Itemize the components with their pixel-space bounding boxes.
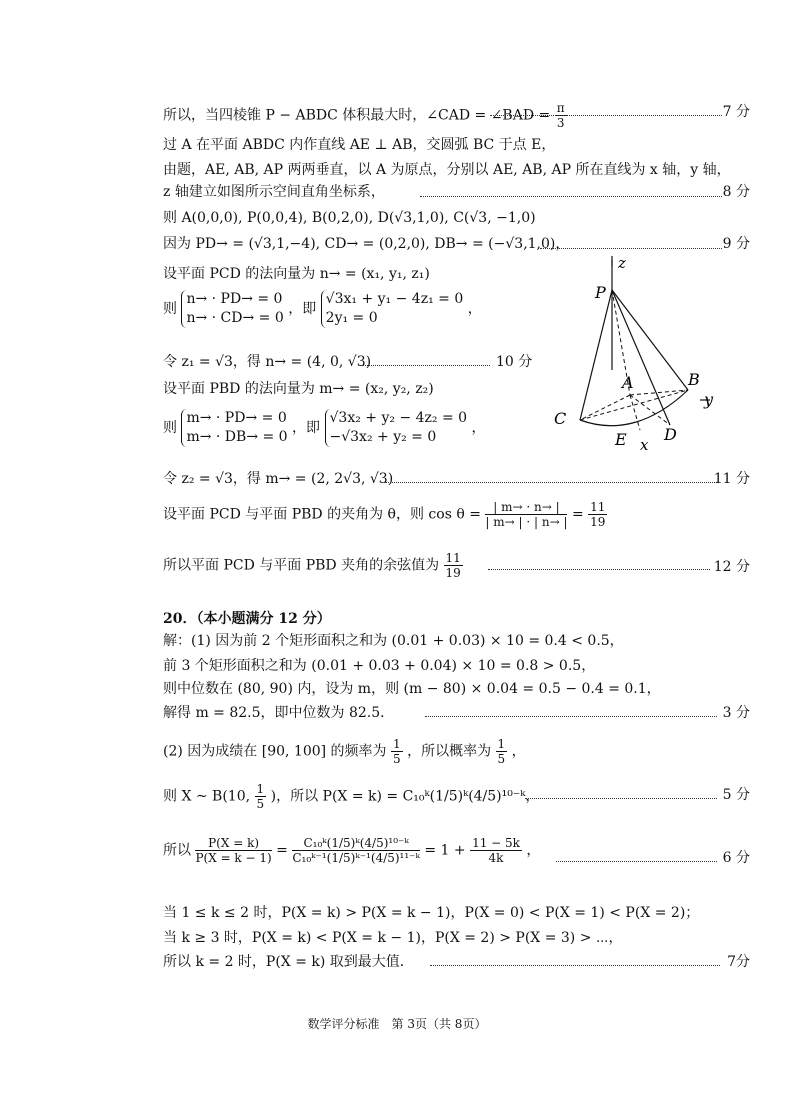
dot-leader — [488, 568, 710, 570]
dot-leader — [490, 114, 722, 116]
text-line-15: 则中位数在 (80, 90) 内，设为 m，则 (m − 80) × 0.04 = 0.5 − 0.4 = 0.1， — [163, 681, 661, 697]
text-line-8: 令 z₁ = √3，得 n→ = (4, 0, √3) — [163, 354, 372, 370]
fraction-cos-result: $\frac{11}{19}$ — [590, 500, 606, 529]
pyramid-figure — [540, 250, 740, 460]
text-line-22: 所以 k = 2 时，P(X = k) 取到最大值． — [163, 954, 414, 970]
label-x: x — [640, 436, 649, 454]
text-line-20: 当 1 ≤ k ≤ 2 时，P(X = k) > P(X = k − 1)，P(X = 0) < P(X = 1) < P(X = 2)； — [163, 905, 700, 921]
edge-AB — [630, 390, 688, 395]
text-line-14: 前 3 个矩形面积之和为 (0.01 + 0.03 + 0.04) × 10 = 0.8 > 0.5， — [163, 658, 596, 674]
score-label: 10 分 — [496, 354, 533, 370]
label-E: E — [615, 430, 627, 449]
text-line-4: z 轴建立如图所示空间直角坐标系， — [163, 184, 385, 200]
dot-leader — [525, 797, 717, 799]
edge-PD — [612, 290, 670, 425]
text-line-16: 解得 m = 82.5，即中位数为 82.5． — [163, 705, 395, 721]
text-line-10: 令 z₂ = √3，得 m→ = (2, 2√3, √3) — [163, 471, 394, 487]
text-line-3: 由题，AE, AB, AP 两两垂直，以 A 为原点，分别以 AE, AB, AP 所在直线为 x 轴，y 轴， — [163, 162, 731, 178]
dot-leader — [540, 247, 722, 249]
text-line-1: 所以，当四棱锥 P − ABDC 体积最大时，∠CAD = ∠BAD = $\frac{\pi}{3}$ — [163, 101, 565, 130]
page-footer: 数学评分标准 第 3页（共 8页） — [307, 1017, 487, 1031]
text-line-5: 则 A(0,0,0), P(0,0,4), B(0,2,0), D(√3,1,0), C(√3, −1,0) — [163, 210, 536, 226]
text-line-12: 所以平面 PCD 与平面 PBD 夹角的余弦值为 $\frac{11}{19}$ — [163, 551, 461, 580]
fraction-answer: $\frac{11}{19}$ — [445, 551, 461, 580]
problem-20-title: 20．（本小题满分 12 分） — [163, 611, 331, 627]
label-y: y — [704, 390, 714, 409]
text-line-7: 设平面 PCD 的法向量为 n→ = (x₁, y₁, z₁) — [163, 266, 430, 282]
score-label: 7分 — [727, 954, 750, 970]
dot-leader — [360, 364, 490, 366]
text-line-2: 过 A 在平面 ABDC 内作直线 AE ⊥ AB，交圆弧 BC 于点 E， — [163, 137, 556, 153]
text-line-11: 设平面 PCD 与平面 PBD 的夹角为 θ，则 cos θ = $\frac{| m\to \cdot n\to |}{| m\to | \cdot | n\to |}$ = $\frac{11}{19}$ — [163, 500, 606, 529]
equation-system-1: 则 n→ · PD→ = 0 n→ · CD→ = 0 ，即 √3x₁ + y₁ − 4z₁ = 0 2y₁ = 0 ， — [163, 291, 482, 326]
dot-leader — [420, 195, 722, 197]
score-label: 3 分 — [722, 705, 750, 721]
edge-AC — [580, 395, 630, 420]
score-label: 5 分 — [722, 787, 750, 803]
edge-CB — [580, 390, 688, 420]
x-axis-line — [630, 395, 640, 430]
text-line-19: 所以 $\frac{P(X = k)}{P(X = k - 1)}$ = $\frac{\text{C₁₀ᵏ(1/5)ᵏ(4/5)¹⁰⁻ᵏ}}{\text{C₁₀ᵏ⁻¹(1/5)ᵏ⁻¹(4/5)¹¹⁻ᵏ}}$ = 1 + $\frac{11 - 5k}{4k}$ ， — [163, 836, 541, 865]
edge-PC — [580, 290, 612, 420]
score-label: 7 分 — [722, 104, 750, 120]
label-z: z — [618, 254, 626, 272]
text-line-6: 因为 PD→ = (√3,1,−4), CD→ = (0,2,0), DB→ = (−√3,1,0)， — [163, 236, 570, 252]
arc-CDB — [580, 390, 688, 426]
fraction-cos: $\frac{| m\to \cdot n\to |}{| m\to | \cdot | n\to |}$ — [485, 500, 568, 529]
label-A: A — [622, 373, 634, 392]
label-C: C — [554, 409, 567, 428]
score-label: 6 分 — [722, 850, 750, 866]
text-line-13: 解：(1) 因为前 2 个矩形面积之和为 (0.01 + 0.03) × 10 = 0.4 < 0.5， — [163, 633, 624, 649]
dot-leader — [385, 481, 717, 483]
score-label: 8 分 — [722, 184, 750, 200]
dot-leader — [430, 964, 720, 966]
text-line-21: 当 k ≥ 3 时，P(X = k) < P(X = k − 1)，P(X = 2) > P(X = 3) > ⋯， — [163, 930, 623, 946]
score-label: 12 分 — [713, 559, 750, 575]
score-label: 11 分 — [713, 471, 750, 487]
score-label: 9 分 — [722, 236, 750, 252]
text-line-17: (2) 因为成绩在 [90, 100] 的频率为 $\frac{1}{5}$ ，所以概率为 $\frac{1}{5}$ ， — [163, 737, 526, 766]
text-line-18: 则 X ~ B(10, $\frac{1}{5}$ )，所以 P(X = k) = C₁₀ᵏ(1/5)ᵏ(4/5)¹⁰⁻ᵏ， — [163, 782, 540, 811]
label-P: P — [595, 283, 606, 302]
label-B: B — [688, 370, 700, 389]
label-D: D — [664, 425, 677, 444]
text-line-9: 设平面 PBD 的法向量为 m→ = (x₂, y₂, z₂) — [163, 381, 434, 397]
dot-leader — [425, 715, 717, 717]
equation-system-2: 则 m→ · PD→ = 0 m→ · DB→ = 0 ，即 √3x₂ + y₂ − 4z₂ = 0 −√3x₂ + y₂ = 0 ， — [163, 410, 486, 445]
dot-leader — [556, 860, 717, 862]
fraction-pi-over-3: $\frac{\pi}{3}$ — [556, 101, 565, 130]
